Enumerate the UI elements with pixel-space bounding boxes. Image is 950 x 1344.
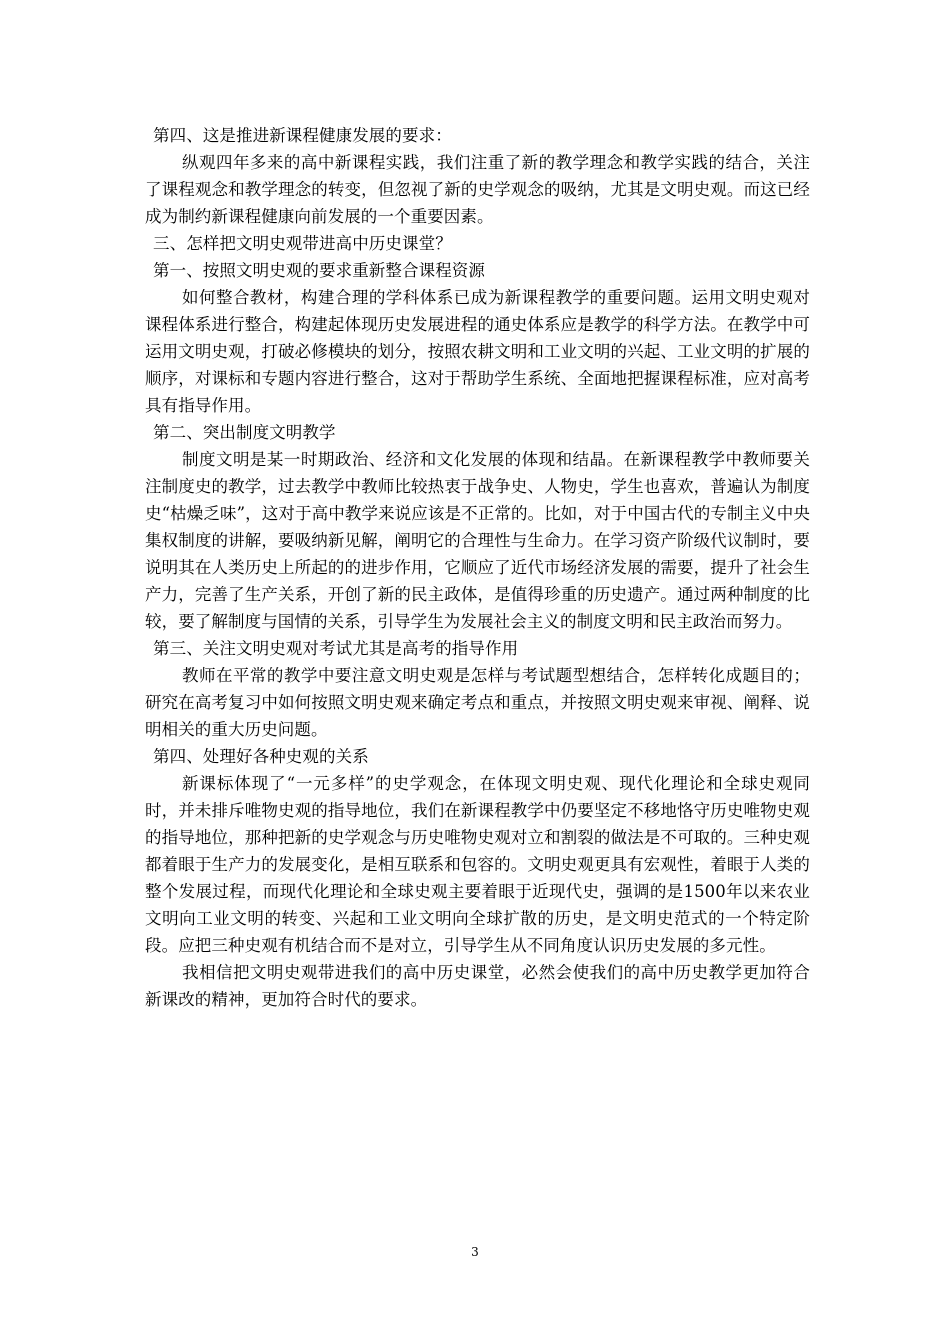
paragraph-institutional-civilization: 制度文明是某一时期政治、经济和文化发展的体现和结晶。在新课程教学中教师要关注制度史的教学，过去教学中教师比较热衷于战争史、人物史，学生也喜欢，普遍认为制度史“枯燥乏味”，这对于高中教学来说应该是不正常的。比如，对于中国古代的专制主义中央集权制度的讲解，要吸纳新见解，阐明它的合理性与生命力。在学习资产阶级代议制时，要说明其在人类历史上所起的的进步作用，它顺应了近代市场经济发展的需要，提升了社会生产力，完善了生产关系，开创了新的民主政体，是值得珍重的历史遗产。通过两种制度的比较，要了解制度与国情的关系，引导学生为发展社会主义的制度文明和民主政治而努力。 [145,450,810,631]
paragraph-new-curriculum-practice: 纵观四年多来的高中新课程实践，我们注重了新的教学理念和教学实践的结合，关注了课程观念和教学理念的转变，但忽视了新的史学观念的吸纳，尤其是文明史观。而这已经成为制约新课程健康向前发展的一个重要因素。 [145,153,810,226]
section-heading-fourth: 第四、处理好各种史观的关系 [153,747,369,766]
paragraph-conclusion: 我相信把文明史观带进我们的高中历史课堂，必然会使我们的高中历史教学更加符合新课改的精神，更加符合时代的要求。 [145,963,810,1009]
section-heading-first: 第一、按照文明史观的要求重新整合课程资源 [153,261,485,280]
section-heading-part-three: 三、怎样把文明史观带进高中历史课堂？ [153,234,452,253]
section-heading-third: 第三、关注文明史观对考试尤其是高考的指导作用 [153,639,519,658]
paragraph-historical-views: 新课标体现了“一元多样”的史学观念，在体现文明史观、现代化理论和全球史观同时，并未排斥唯物史观的指导地位，我们在新课程教学中仍要坚定不移地恪守历史唯物史观的指导地位，那种把新的史学观念与历史唯物史观对立和割裂的做法是不可取的。三种史观都着眼于生产力的发展变化，是相互联系和包容的。文明史观更具有宏观性，着眼于人类的整个发展过程，而现代化理论和全球史观主要着眼于近现代史，强调的是1500年以来农业文明向工业文明的转变、兴起和工业文明向全球扩散的历史，是文明史范式的一个特定阶段。应把三种史观有机结合而不是对立，引导学生从不同角度认识历史发展的多元性。 [145,774,810,955]
section-heading-second: 第二、突出制度文明教学 [153,423,336,442]
page-number: 3 [471,1245,479,1259]
paragraph-exam-guidance: 教师在平常的教学中要注意文明史观是怎样与考试题型想结合，怎样转化成题目的；研究在高考复习中如何按照文明史观来确定考点和重点，并按照文明史观来审视、阐释、说明相关的重大历史问题。 [145,666,810,739]
section-heading-fourth-requirement: 第四、这是推进新课程健康发展的要求： [153,126,452,145]
paragraph-integrate-resources: 如何整合教材，构建合理的学科体系已成为新课程教学的重要问题。运用文明史观对课程体系进行整合，构建起体现历史发展进程的通史体系应是教学的科学方法。在教学中可运用文明史观，打破必修模块的划分，按照农耕文明和工业文明的兴起、工业文明的扩展的顺序，对课标和专题内容进行整合，这对于帮助学生系统、全面地把握课程标准，应对高考具有指导作用。 [145,288,810,415]
document-body [145,122,810,1013]
